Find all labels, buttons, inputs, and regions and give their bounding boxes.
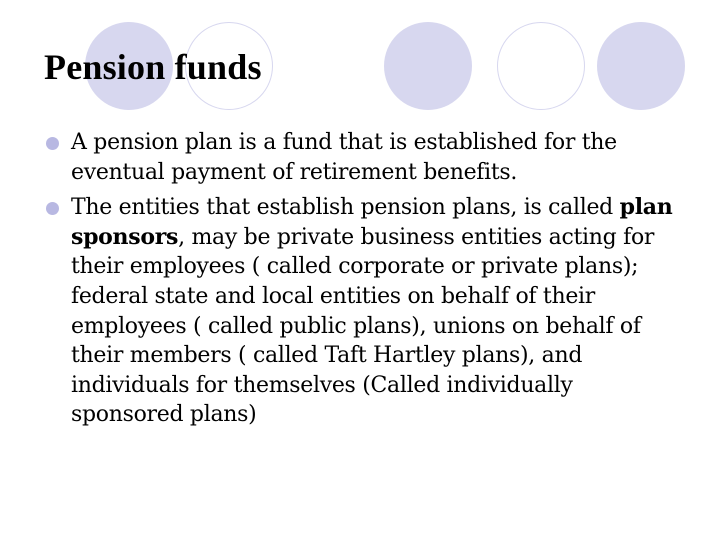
slide-title: Pension funds (44, 47, 262, 87)
decorative-circle-filled-2 (384, 22, 472, 110)
decorative-circle-outline-2 (497, 22, 585, 110)
bullet-text-2-end: , may be private business entities acting for their employees ( called corporate or private plans); federal state and local entities on behalf of their employees ( called public plans), unions on behalf of their members ( called Taft Hartley plans), and individuals for themselves (Called individually sponsored plans) (71, 224, 655, 428)
bullet-list (44, 128, 674, 436)
decorative-circle-filled-3 (597, 22, 685, 110)
bullet-dot-icon (46, 202, 59, 215)
bullet-text-2-bold: plan sponsors (71, 194, 673, 250)
bullet-dot-icon (46, 137, 59, 150)
bullet-text-1: A pension plan is a fund that is established for the eventual payment of retirement benefits. (71, 130, 617, 185)
bullet-text-2-start: The entities that establish pension plans, is called (71, 195, 620, 221)
bullet-item-1 (44, 128, 674, 187)
bullet-item-2 (44, 193, 674, 430)
